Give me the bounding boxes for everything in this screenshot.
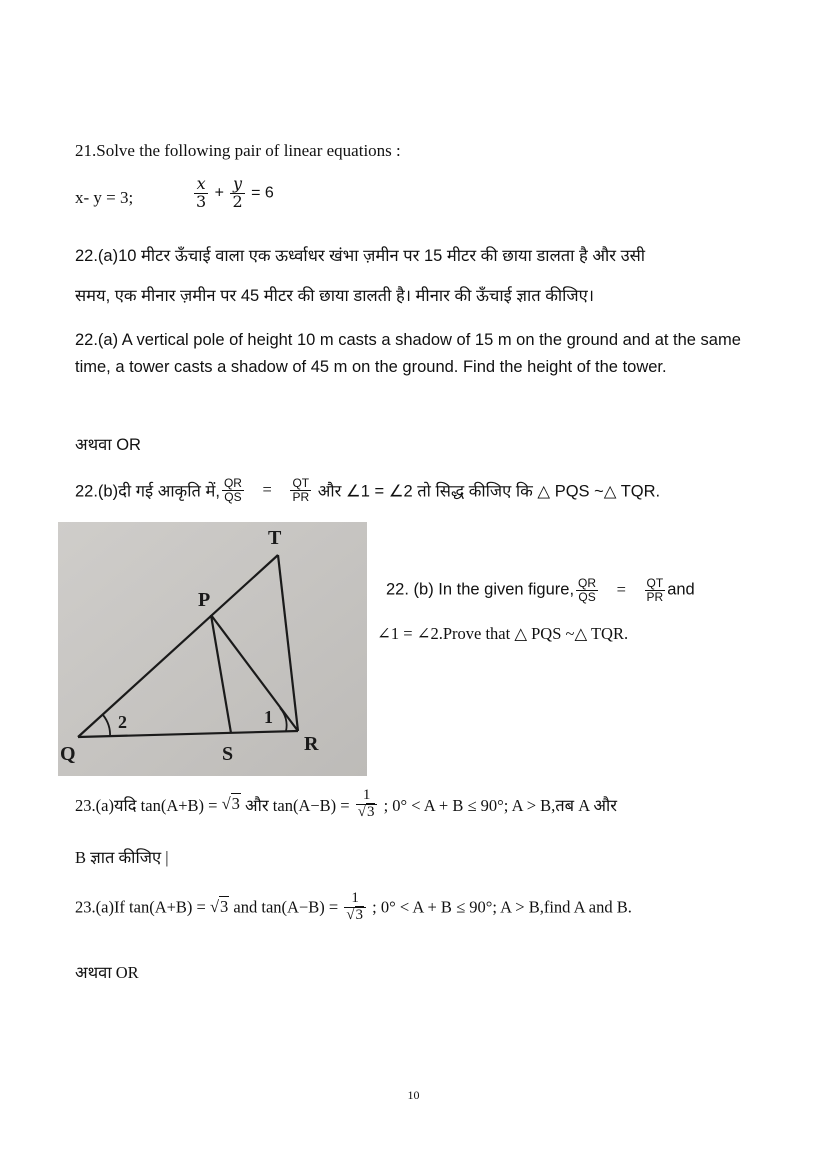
fraction-y-over-2: $\frac{y}{2}$ [232, 174, 243, 211]
sqrt-3-en: √3 [209, 897, 229, 917]
fraction-qt-over-pr: $\frac{QT}{PR}$ [292, 476, 310, 504]
q22b-english-line-1: 22. (b) In the given figure, $\frac{QR}{QS}$ = $\frac{QT}{PR}$ and [386, 576, 695, 604]
figure-background [58, 522, 367, 776]
label-r: R [304, 733, 319, 755]
q22a-english: 22.(a) A vertical pole of height 10 m casts a shadow of 15 m on the ground and at the same time, a tower casts a shadow of 45 m on the ground. Find the height of the tower. [75, 331, 741, 376]
q21-equation-2: $\frac{x}{3}$ + $\frac{y}{2}$ = 6 [196, 174, 274, 211]
label-angle-1: 1 [264, 707, 273, 727]
label-t: T [268, 527, 282, 549]
q22b-hindi: 22.(b)दी गई आकृति में, $\frac{QR}{QS}$ = $\frac{QT}{PR}$ और ∠1 = ∠2 तो सिद्ध कीजिए कि △ PQS ~△ TQR. [75, 476, 661, 504]
label-angle-2: 2 [118, 712, 127, 732]
q22b-english-line-2: ∠1 = ∠2.Prove that △ PQS ~△ TQR. [377, 624, 629, 643]
fraction-qt-over-pr-en: $\frac{QT}{PR}$ [646, 576, 664, 604]
label-p: P [198, 589, 211, 611]
fraction-x-over-3: $\frac{x}{3}$ [196, 174, 207, 211]
q23a-hindi-line-2: B ज्ञात कीजिए | [75, 848, 169, 867]
triangle-diagram [58, 522, 367, 776]
sqrt-3: √3 [221, 794, 240, 814]
q23a-hindi-line-1: 23.(a)यदि tan(A+B) = √3 और tan(A−B) = $\frac{1}{√3}$ ; 0° < A + B ≤ 90°; A > B,तब A और [75, 787, 617, 820]
q22a-hindi-line-1: 22.(a)10 मीटर ऊँचाई वाला एक ऊर्ध्वाधर खंभा ज़मीन पर 15 मीटर की छाया डालता है और उसी [75, 247, 646, 265]
fraction-qr-over-qs: $\frac{QR}{QS}$ [223, 476, 242, 504]
or-separator-1: अथवा OR [75, 436, 141, 454]
fraction-qr-over-qs-en: $\frac{QR}{QS}$ [578, 576, 597, 604]
q23a-english: 23.(a)If tan(A+B) = √3 and tan(A−B) = $\frac{1}{√3}$ ; 0° < A + B ≤ 90°; A > B,find A and B. [75, 890, 632, 923]
q21-equation-1: x- y = 3; [75, 188, 134, 207]
or-separator-2: अथवा OR [75, 963, 139, 982]
fraction-1-over-sqrt3: $\frac{1}{√3}$ [356, 788, 378, 821]
triangle-figure [58, 522, 367, 776]
page-number: 10 [407, 1088, 420, 1102]
q21-heading: 21.Solve the following pair of linear equations : [75, 141, 401, 160]
label-q: Q [60, 743, 76, 765]
q22a-hindi-line-2: समय, एक मीनार ज़मीन पर 45 मीटर की छाया डालती है। मीनार की ऊँचाई ज्ञात कीजिए। [75, 287, 595, 305]
fraction-1-over-sqrt3-en: $\frac{1}{√3}$ [344, 891, 366, 924]
label-s: S [222, 743, 234, 765]
